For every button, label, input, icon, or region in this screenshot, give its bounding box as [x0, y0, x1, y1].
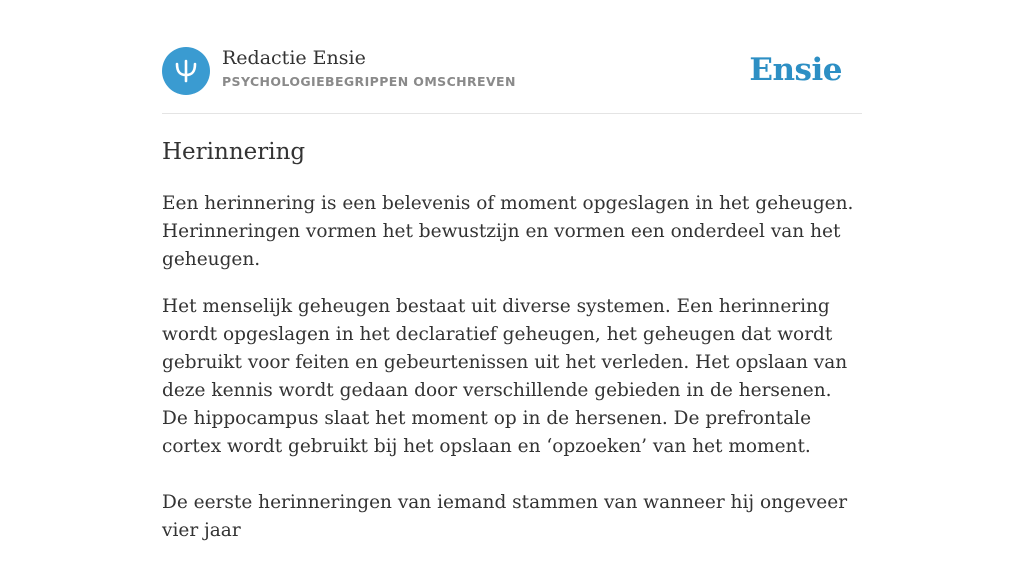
- author-avatar[interactable]: [162, 47, 210, 95]
- article-header: [162, 0, 862, 114]
- author-name[interactable]: Redactie Ensie: [222, 47, 366, 69]
- article-paragraph: Het menselijk geheugen bestaat uit diverse systemen. Een herinnering wordt opgeslagen in het declaratief geheugen, het geheugen dat wordt gebruikt voor feiten en gebeurtenissen uit het verleden. Het opslaan van deze kennis wordt gedaan door verschillende gebieden in de hersenen. De hippocampus slaat het moment op in de hersenen. De prefrontale cortex wordt gebruikt bij het opslaan en ‘opzoeken’ van het moment.: [162, 296, 848, 457]
- article-body: [162, 190, 862, 564]
- article-paragraph: De eerste herinneringen van iemand stammen van wanneer hij ongeveer vier jaar: [162, 492, 848, 541]
- article-card: [162, 0, 862, 541]
- article-paragraph: Een herinnering is een belevenis of moment opgeslagen in het geheugen. Herinneringen vormen het bewustzijn en vormen een onderdeel van het geheugen.: [162, 193, 854, 270]
- article-title: Herinnering: [162, 139, 306, 165]
- psi-icon: [173, 58, 199, 84]
- author-subtitle: PSYCHOLOGIEBEGRIPPEN OMSCHREVEN: [222, 74, 516, 89]
- brand-logo[interactable]: Ensie: [749, 52, 842, 88]
